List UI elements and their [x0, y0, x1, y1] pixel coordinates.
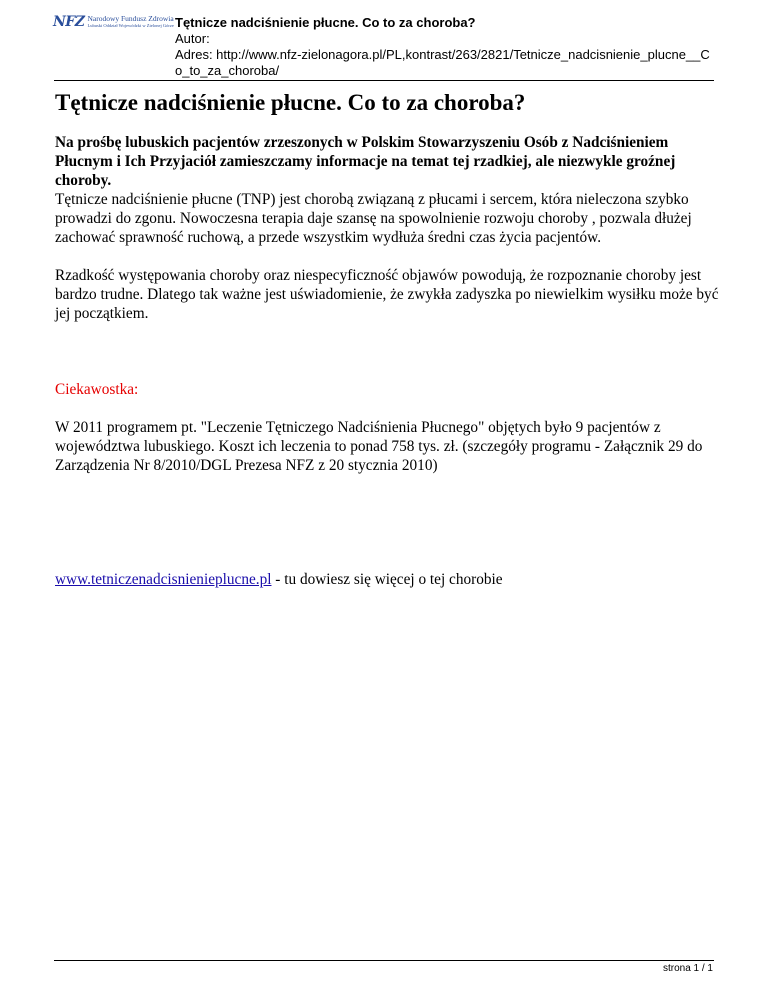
- article-title: Tętnicze nadciśnienie płucne. Co to za choroba?: [55, 90, 526, 115]
- page-number: strona 1 / 1: [662, 963, 713, 974]
- header-title: Tętnicze nadciśnienie płucne. Co to za choroba?: [175, 15, 476, 30]
- article-body: [55, 133, 720, 589]
- header-address-line2: o_to_za_choroba/: [175, 63, 280, 78]
- article-paragraph-3: W 2011 programem pt. "Leczenie Tętniczego Nadciśnienia Płucnego" objętych było 9 pacjentów z województwa lubuskiego. Koszt ich leczenia to ponad 758 tys. zł. (szczegóły programu - Załącznik 29 do Zarządzenia Nr 8/2010/DGL Prezesa NFZ z 20 stycznia 2010): [55, 419, 703, 474]
- header-author: Autor:: [175, 31, 210, 46]
- nfz-logo: [53, 14, 174, 34]
- logo-line2: Lubuski Oddział Wojewódzki w Zielonej Górze: [87, 23, 174, 28]
- header-address-line1: Adres: http://www.nfz-zielonagora.pl/PL,kontrast/263/2821/Tetnicze_nadcisnienie_plucne__C: [175, 47, 710, 62]
- article-intro: Na prośbę lubuskich pacjentów zrzeszonych w Polskim Stowarzyszeniu Osób z Nadciśnieniem Płucnym i Ich Przyjaciół zamieszczamy informacje na temat tej rzadkiej, ale niezwykle groźnej choroby.: [55, 134, 676, 189]
- external-site-link[interactable]: www.tetniczenadcisnienieplucne.pl: [55, 571, 272, 588]
- logo-mark: NFZ: [53, 14, 85, 30]
- header-divider: [54, 80, 714, 81]
- more-info-line: [55, 570, 720, 589]
- article-paragraph-2: Rzadkość występowania choroby oraz niespecyficzność objawów powodują, że rozpoznanie choroby jest bardzo trudne. Dlatego tak ważne jest uświadomienie, że zwykła zadyszka po niewielkim wysiłku może być jej początkiem.: [55, 267, 719, 322]
- logo-text: [87, 14, 173, 29]
- logo-line1: Narodowy Fundusz Zdrowia: [87, 14, 174, 23]
- footer-divider: [54, 960, 714, 961]
- more-info-text: - tu dowiesz się więcej o tej chorobie: [271, 571, 503, 588]
- fact-label: Ciekawostka:: [55, 381, 139, 398]
- print-header: [175, 14, 715, 79]
- article-paragraph-1: Tętnicze nadciśnienie płucne (TNP) jest chorobą związaną z płucami i sercem, która nieleczona szybko prowadzi do zgonu. Nowoczesna terapia daje szansę na spowolnienie rozwoju choroby , pozwala dłużej zachować sprawność ruchową, a przede wszystkim wydłuża średni czas życia pacjentów.: [55, 191, 692, 246]
